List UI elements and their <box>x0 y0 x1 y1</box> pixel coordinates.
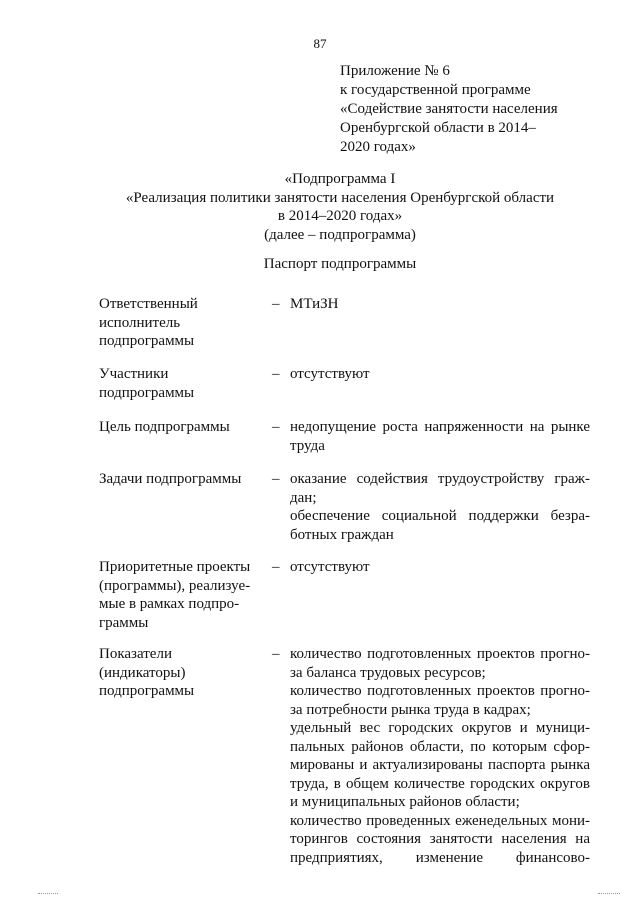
row-value <box>290 645 590 867</box>
page-number: 87 <box>313 36 327 51</box>
label-line: (индикаторы) <box>99 664 186 681</box>
scan-artifact <box>598 893 620 896</box>
label-line: исполнитель <box>99 314 181 331</box>
title-line: в 2014–2020 годах» <box>277 208 403 224</box>
annex-line: «Содействие занятости населения <box>340 101 558 117</box>
annex-line: к государственной программе <box>340 82 531 98</box>
row-value <box>290 295 590 314</box>
dash: – <box>272 471 280 487</box>
value-paragraph: МТиЗН <box>290 296 339 312</box>
value-paragraph: обеспечение социальной поддержки безра-ботных граждан <box>290 508 590 543</box>
label-line: Цель подпрограммы <box>99 419 230 435</box>
row-value <box>290 365 590 384</box>
dash: – <box>272 559 280 575</box>
row-value <box>290 558 590 577</box>
label-line: Приоритетные проекты <box>99 559 251 575</box>
label-line: подпрограммы <box>99 384 195 401</box>
row-value <box>290 418 590 455</box>
label-line: граммы <box>99 614 149 631</box>
passport-heading: Паспорт подпрограммы <box>263 256 417 272</box>
row-label <box>99 295 259 351</box>
value-paragraph: отсутствуют <box>290 366 370 382</box>
annex-line: Приложение № 6 <box>340 63 450 79</box>
dash: – <box>272 366 280 382</box>
row-label <box>99 365 259 402</box>
label-line: подпрограммы <box>99 333 195 349</box>
title-line: (далее – подпрограмма) <box>264 226 416 243</box>
row-label <box>99 418 259 437</box>
subprogram-title <box>80 170 600 244</box>
label-line: (программы), реализуе- <box>99 577 251 594</box>
value-paragraph: удельный вес городских округов и муници-пальных районов области, по которым сфор-мированы и актуализированы паспорта рынка труда, в общем количестве городских округов и муниципальных районов области; <box>290 720 590 810</box>
label-line: мые в рамках подпро- <box>99 596 240 612</box>
value-paragraph: количество подготовленных проектов прогно-за потребности рынка труда в кадрах; <box>290 683 590 718</box>
dash: – <box>272 646 280 662</box>
scan-artifact <box>38 893 58 896</box>
label-line: Показатели <box>99 646 172 662</box>
dash: – <box>272 296 280 312</box>
value-paragraph: количество подготовленных проектов прогно-за баланса трудовых ресурсов; <box>290 646 590 681</box>
dash: – <box>272 419 280 435</box>
label-line: подпрограммы <box>99 683 195 699</box>
label-line: Ответственный <box>99 296 198 312</box>
value-paragraph: оказание содействия трудоустройству граж-дан; <box>290 471 590 506</box>
row-label <box>99 558 259 632</box>
value-paragraph: количество проведенных еженедельных мони-торингов состояния занятости населения на предприятиях, изменение финансово- <box>290 812 590 866</box>
annex-line: Оренбургской области в 2014– <box>340 120 536 136</box>
annex-line: 2020 годах» <box>340 139 416 155</box>
annex-header <box>340 62 615 157</box>
row-value <box>290 470 590 544</box>
label-line: Задачи подпрограммы <box>99 471 242 487</box>
value-paragraph: недопущение роста напряженности на рынке труда <box>290 419 590 454</box>
title-line: «Подпрограмма I <box>284 171 396 187</box>
value-paragraph: отсутствуют <box>290 559 370 575</box>
label-line: Участники <box>99 366 169 382</box>
title-line: «Реализация политики занятости населения Оренбургской области <box>125 189 555 206</box>
row-label <box>99 470 259 489</box>
row-label <box>99 645 259 701</box>
